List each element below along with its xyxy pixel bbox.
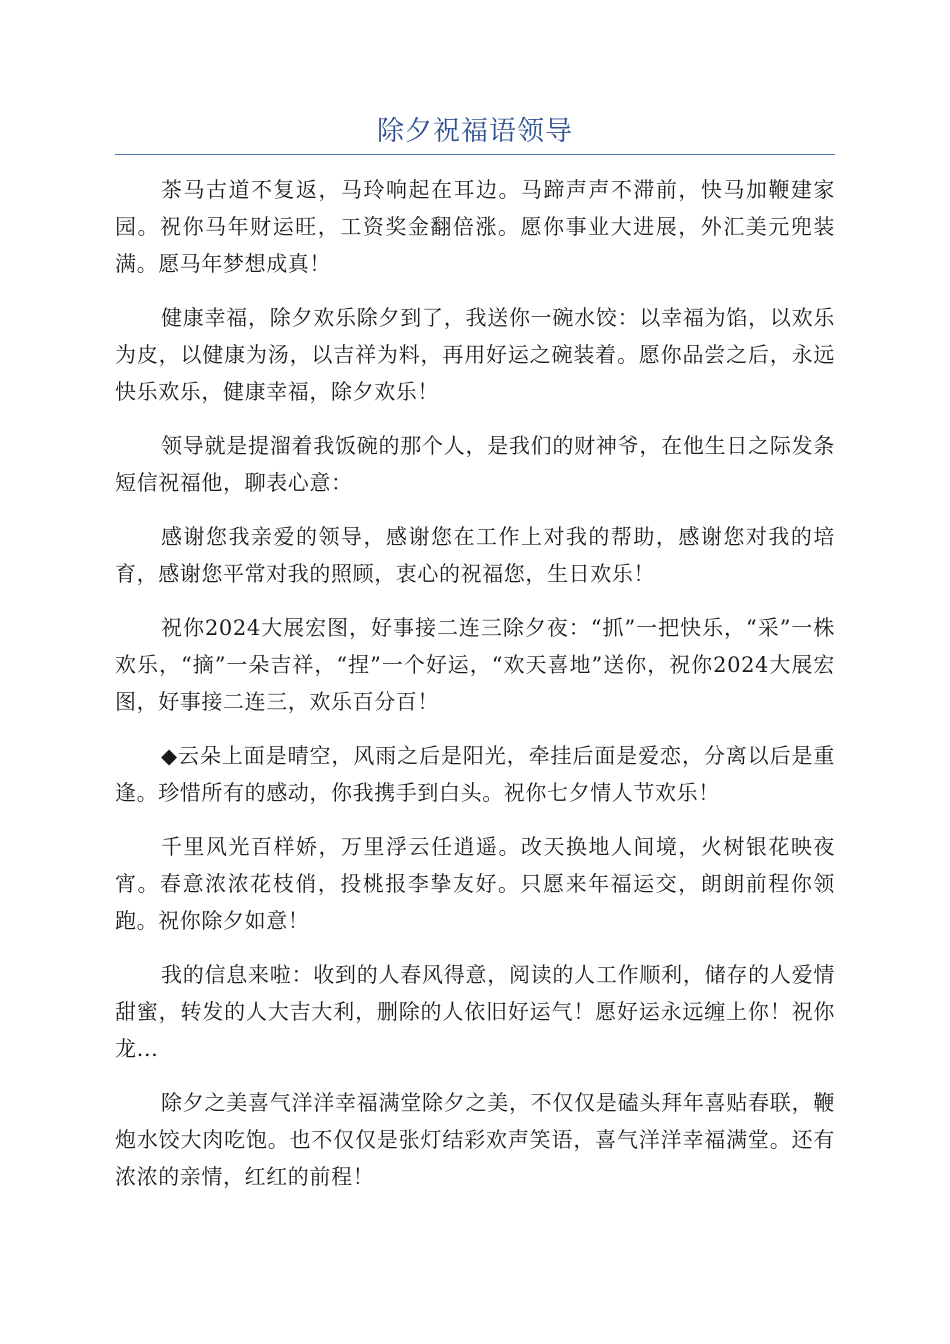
paragraph-2: 健康幸福，除夕欢乐除夕到了，我送你一碗水饺：以幸福为馅，以欢乐为皮，以健康为汤，以吉祥为料，再用好运之碗装着。愿你品尝之后，永远快乐欢乐，健康幸福，除夕欢乐！ [115,306,835,404]
document-body [115,172,835,1213]
paragraph-7: 千里风光百样娇，万里浮云任逍遥。改天换地人间境，火树银花映夜宵。春意浓浓花枝俏，投桃报李挚友好。只愿来年福运交，朗朗前程你领跑。祝你除夕如意！ [115,835,835,933]
paragraph-4: 感谢您我亲爱的领导，感谢您在工作上对我的帮助，感谢您对我的培育，感谢您平常对我的照顾，衷心的祝福您，生日欢乐！ [115,525,835,586]
title-underline [115,154,835,155]
paragraph-5: 祝你2024大展宏图，好事接二连三除夕夜：“抓”一把快乐，“采”一株欢乐，“摘”一朵吉祥，“捏”一个好运，“欢天喜地”送你，祝你2024大展宏图，好事接二连三，欢乐百分百！ [115,616,835,714]
paragraph-9: 除夕之美喜气洋洋幸福满堂除夕之美，不仅仅是磕头拜年喜贴春联，鞭炮水饺大肉吃饱。也不仅仅是张灯结彩欢声笑语，喜气洋洋幸福满堂。还有浓浓的亲情，红红的前程！ [115,1091,835,1189]
paragraph-6: ◆云朵上面是晴空，风雨之后是阳光，牵挂后面是爱恋，分离以后是重逢。珍惜所有的感动，你我携手到白头。祝你七夕情人节欢乐！ [115,744,835,805]
paragraph-3: 领导就是提溜着我饭碗的那个人，是我们的财神爷，在他生日之际发条短信祝福他，聊表心意： [115,434,835,495]
paragraph-8: 我的信息来啦：收到的人春风得意，阅读的人工作顺利，储存的人爱情甜蜜，转发的人大吉大利，删除的人依旧好运气！愿好运永远缠上你！祝你龙... [115,963,835,1061]
page-title: 除夕祝福语领导 [377,116,573,147]
paragraph-1: 茶马古道不复返，马玲响起在耳边。马蹄声声不滞前，快马加鞭建家园。祝你马年财运旺，工资奖金翻倍涨。愿你事业大进展，外汇美元兜装满。愿马年梦想成真！ [115,178,835,276]
